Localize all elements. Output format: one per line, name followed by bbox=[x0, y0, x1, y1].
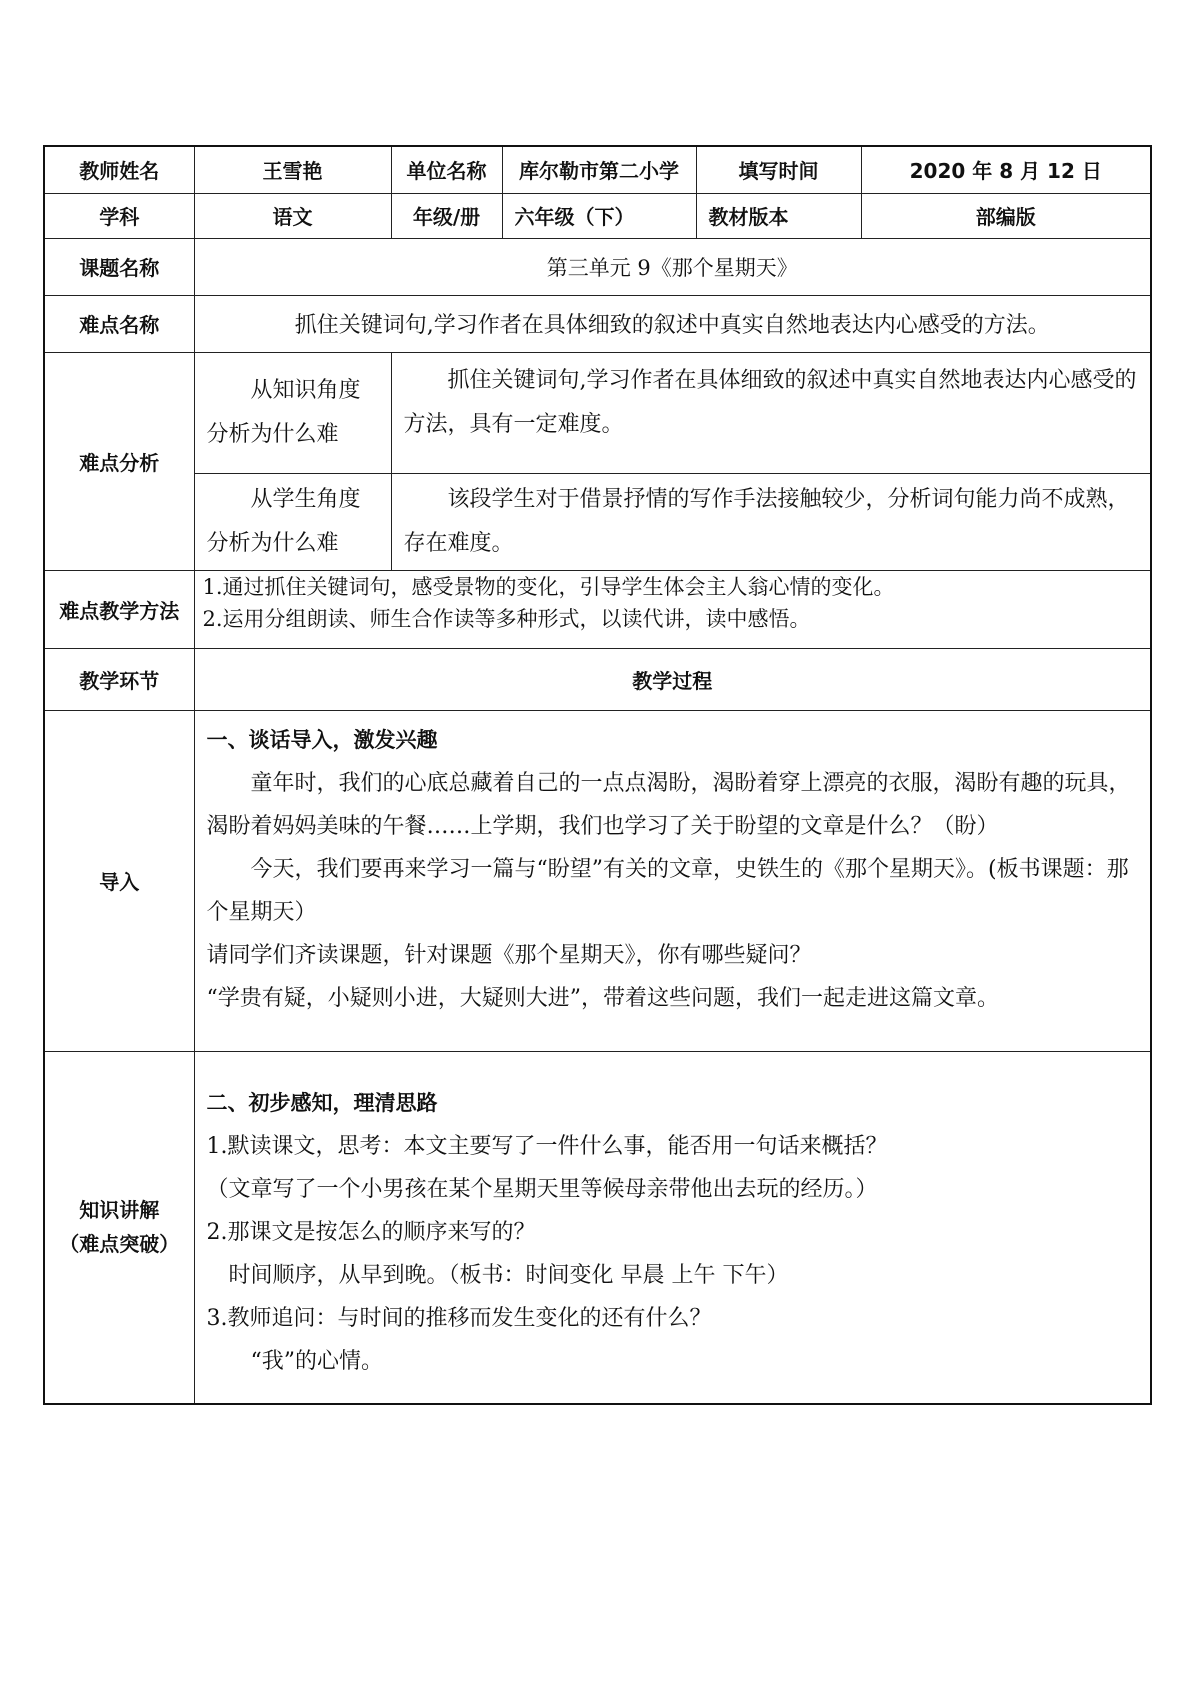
intro-cell bbox=[194, 710, 1151, 1051]
topic-label: 课题名称 bbox=[44, 238, 194, 295]
method-row bbox=[44, 570, 1151, 648]
process-header-row bbox=[44, 648, 1151, 710]
knowledge-answer-2: 时间顺序，从早到晚。（板书：时间变化 早晨 上午 下午） bbox=[228, 1262, 789, 1288]
teacher-name-label: 教师姓名 bbox=[44, 146, 194, 193]
edition-value: 部编版 bbox=[861, 193, 1151, 238]
teaching-process-header: 教学过程 bbox=[194, 648, 1151, 710]
analysis-student-row bbox=[44, 473, 1151, 570]
lesson-plan-table bbox=[43, 145, 1152, 1405]
knowledge-question-2: 2.那课文是按怎么的顺序来写的？ bbox=[206, 1219, 536, 1245]
subject-value: 语文 bbox=[194, 193, 391, 238]
knowledge-label-cell bbox=[44, 1051, 194, 1404]
intro-line-3: 请同学们齐读课题，针对课题《那个星期天》，你有哪些疑问？ bbox=[206, 942, 812, 968]
method-line-2: 2.运用分组朗读、师生合作读等多种形式，以读代讲，读中感悟。 bbox=[202, 606, 811, 631]
edition-label: 教材版本 bbox=[696, 193, 861, 238]
unit-name-value: 库尔勒市第二小学 bbox=[502, 146, 696, 193]
topic-value: 第三单元 9《那个星期天》 bbox=[194, 238, 1151, 295]
method-line-1: 1.通过抓住关键词句，感受景物的变化，引导学生体会主人翁心情的变化。 bbox=[202, 574, 895, 599]
unit-name-label: 单位名称 bbox=[391, 146, 502, 193]
intro-line-4: “学贵有疑，小疑则小进，大疑则大进”，带着这些问题，我们一起走进这篇文章。 bbox=[206, 985, 999, 1011]
difficulty-value: 抓住关键词句,学习作者在具体细致的叙述中真实自然地表达内心感受的方法。 bbox=[194, 295, 1151, 352]
difficulty-label: 难点名称 bbox=[44, 295, 194, 352]
knowledge-title: 二、初步感知，理清思路 bbox=[206, 1090, 438, 1115]
student-angle-cell bbox=[391, 473, 1151, 570]
teacher-name-value: 王雪艳 bbox=[194, 146, 391, 193]
intro-paragraph-1: 童年时，我们的心底总藏着自己的一点点渴盼，渴盼着穿上漂亮的衣服，渴盼有趣的玩具，渴盼着妈妈美味的午餐……上学期，我们也学习了关于盼望的文章是什么？（盼） bbox=[206, 770, 1131, 839]
topic-row bbox=[44, 238, 1151, 295]
difficulty-row bbox=[44, 295, 1151, 352]
knowledge-sublabel: （难点突破） bbox=[59, 1232, 180, 1257]
knowledge-question-3: 3.教师追问：与时间的推移而发生变化的还有什么？ bbox=[206, 1305, 712, 1331]
fill-date-label: 填写时间 bbox=[696, 146, 861, 193]
knowledge-cell bbox=[194, 1051, 1151, 1404]
student-angle-label bbox=[194, 473, 391, 570]
intro-title: 一、谈话导入，激发兴趣 bbox=[206, 727, 438, 752]
grade-value: 六年级（下） bbox=[502, 193, 696, 238]
knowledge-angle-label bbox=[194, 352, 391, 473]
header-row-1 bbox=[44, 146, 1151, 193]
knowledge-row bbox=[44, 1051, 1151, 1404]
method-cell bbox=[194, 570, 1151, 648]
knowledge-answer-3: “我”的心情。 bbox=[250, 1348, 383, 1374]
subject-label: 学科 bbox=[44, 193, 194, 238]
knowledge-answer-1: （文章写了一个小男孩在某个星期天里等候母亲带他出去玩的经历。） bbox=[206, 1176, 878, 1202]
knowledge-question-1: 1.默读课文，思考：本文主要写了一件什么事，能否用一句话来概括？ bbox=[206, 1133, 888, 1159]
knowledge-label: 知识讲解 bbox=[79, 1198, 160, 1223]
knowledge-angle-text: 从知识角度分析为什么难 bbox=[206, 377, 361, 447]
analysis-label: 难点分析 bbox=[44, 352, 194, 570]
student-angle-text: 从学生角度分析为什么难 bbox=[206, 486, 361, 556]
intro-paragraph-2: 今天，我们要再来学习一篇与“盼望”有关的文章，史铁生的《那个星期天》。(板书课题：那个星期天） bbox=[206, 856, 1129, 925]
fill-date-value: 2020 年 8 月 12 日 bbox=[861, 146, 1151, 193]
intro-row bbox=[44, 710, 1151, 1051]
analysis-knowledge-row bbox=[44, 352, 1151, 473]
header-row-2 bbox=[44, 193, 1151, 238]
knowledge-angle-content: 抓住关键词句,学习作者在具体细致的叙述中真实自然地表达内心感受的方法，具有一定难度。 bbox=[403, 367, 1137, 437]
intro-label: 导入 bbox=[44, 710, 194, 1051]
teaching-step-header: 教学环节 bbox=[44, 648, 194, 710]
student-angle-content: 该段学生对于借景抒情的写作手法接触较少，分析词句能力尚不成熟，存在难度。 bbox=[403, 486, 1130, 556]
grade-label: 年级/册 bbox=[391, 193, 502, 238]
knowledge-angle-cell bbox=[391, 352, 1151, 473]
method-label: 难点教学方法 bbox=[44, 570, 194, 648]
